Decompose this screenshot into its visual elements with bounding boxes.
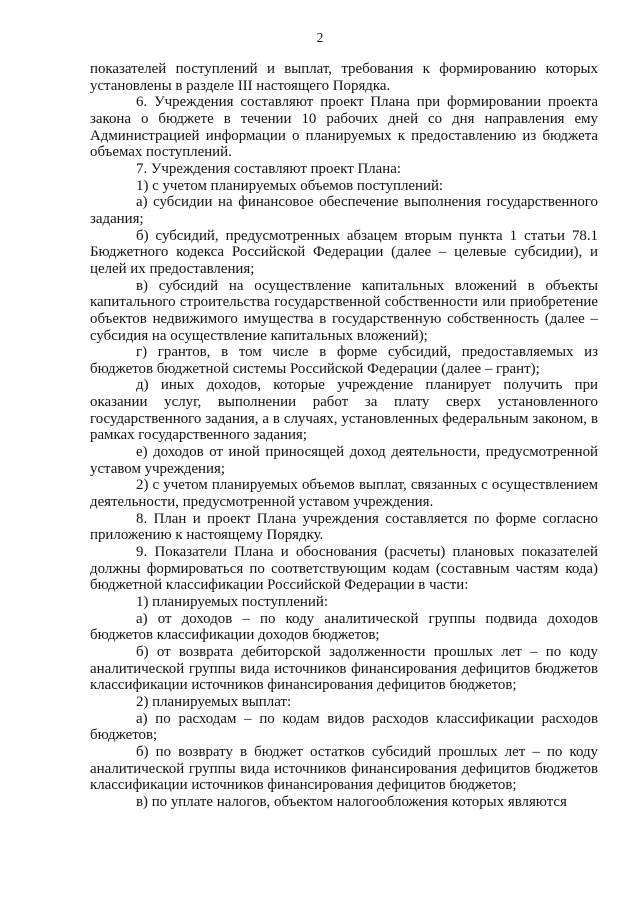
paragraph-item-9: 9. Показатели Плана и обоснования (расчеты) плановых показателей должны формироваться по соответствующим кодам (составным частям кода) бюджетной классификации Российской Федерации в части: [90, 544, 598, 594]
paragraph-7-2: 2) с учетом планируемых объемов выплат, связанных с осуществлением деятельности, предусмотренной уставом учреждения. [90, 477, 598, 511]
paragraph-item-6: 6. Учреждения составляют проект Плана при формировании проекта закона о бюджете в течении 10 рабочих дней со дня направления ему Администрацией информации о планируемых к предоставлению из бюджета объемах поступлений. [90, 94, 598, 161]
paragraph-item-7: 7. Учреждения составляют проект Плана: [136, 160, 401, 177]
paragraph-9-2-v: в) по уплате налогов, объектом налогообложения которых являются [136, 793, 567, 810]
paragraph-7-1-d: д) иных доходов, которые учреждение планирует получить при оказании услуг, выполнении работ за плату сверх установленного государственного задания, а в случаях, установленных федеральным законом, в рамках государственного задания; [90, 377, 598, 444]
paragraph-7-1-e: е) доходов от иной приносящей доход деятельности, предусмотренной уставом учреждения; [90, 444, 598, 477]
document-body [90, 61, 598, 811]
paragraph-9-2-a: а) по расходам – по кодам видов расходов классификации расходов бюджетов; [90, 710, 598, 744]
paragraph-9-1: 1) планируемых поступлений: [136, 594, 328, 610]
paragraph-7-1-v: в) субсидий на осуществление капитальных вложений в объекты капитального строительства государственной собственности или приобретение объектов недвижимого имущества в государственную собственность (далее – субсидия на осуществление капитальных вложений); [90, 277, 598, 344]
paragraph-7-1-a: а) субсидии на финансовое обеспечение выполнения государственного задания; [90, 194, 598, 227]
paragraph-7-1-g: г) грантов, в том числе в форме субсидий, предоставляемых из бюджетов бюджетной системы Российской Федерации (далее – грант); [90, 344, 598, 377]
paragraph-7-1-b: б) субсидий, предусмотренных абзацем вторым пункта 1 статьи 78.1 Бюджетного кодекса Российской Федерации (далее – целевые субсидии), и целей их предоставления; [90, 227, 598, 277]
paragraph-9-1-a: а) от доходов – по коду аналитической группы подвида доходов бюджетов классификации доходов бюджетов; [90, 610, 598, 644]
paragraph-7-1: 1) с учетом планируемых объемов поступлений: [136, 177, 444, 194]
paragraph-item-8: 8. План и проект Плана учреждения составляется по форме согласно приложению к настоящему Порядку. [90, 510, 598, 544]
paragraph-9-2: 2) планируемых выплат: [136, 693, 292, 710]
paragraph-continuation: показателей поступлений и выплат, требования к формированию которых установлены в разделе III настоящего Порядка. [90, 61, 598, 94]
page-number: 2 [316, 30, 324, 45]
paragraph-9-1-b: б) от возврата дебиторской задолженности прошлых лет – по коду аналитической группы вида источников финансирования дефицитов бюджетов классификации источников финансирования дефицитов бюджетов; [90, 643, 598, 694]
paragraph-9-2-b: б) по возврату в бюджет остатков субсидий прошлых лет – по коду аналитической группы вида источников финансирования дефицитов бюджетов классификации источников финансирования дефицитов бюджетов; [90, 743, 598, 794]
